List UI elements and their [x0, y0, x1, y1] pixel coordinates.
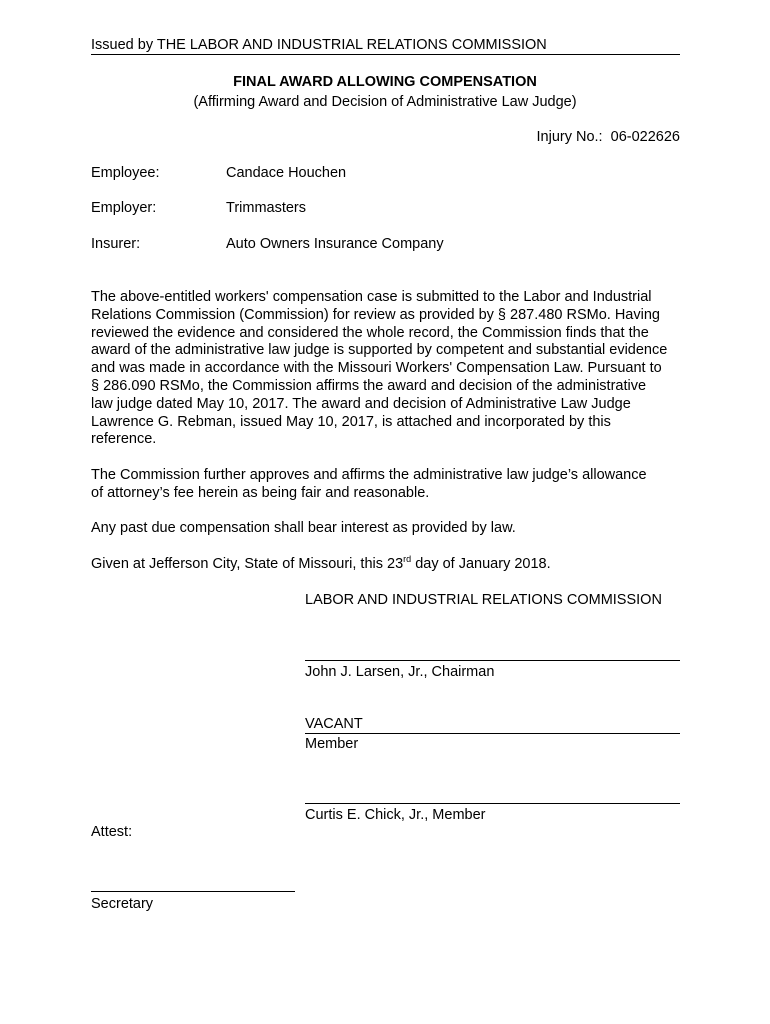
secretary-signature-line: [91, 891, 295, 892]
paragraph-line: law judge dated May 10, 2017. The award and decision of Administrative Law Judge: [91, 395, 631, 412]
employee-name: Candace Houchen: [226, 165, 347, 181]
secretary-label: Secretary: [91, 896, 154, 912]
paragraph-line: award of the administrative law judge is supported by competent and substantial evidence: [91, 342, 668, 359]
vacant-signature-line: [305, 715, 680, 734]
paragraph-line: The above-entitled workers' compensation case is submitted to the Labor and Industrial: [91, 289, 652, 305]
employer-name: Trimmasters: [226, 200, 307, 216]
paragraph-line: Relations Commission (Commission) for review as provided by § 287.480 RSMo. Having: [91, 306, 660, 323]
chairman-signature-line: [305, 660, 680, 661]
given-suffix: day of January 2018.: [411, 556, 551, 572]
given-prefix: Given at Jefferson City, State of Missouri, this 23: [91, 556, 404, 572]
injury-number: [537, 128, 681, 146]
paragraph-line: of attorney’s fee herein as being fair and reasonable.: [91, 484, 430, 501]
body-paragraph-1: [91, 289, 703, 449]
member-signature-line: [305, 803, 680, 804]
given-ordinal: rd: [403, 554, 412, 565]
employee-label: Employee:: [91, 165, 160, 181]
commission-signature-heading: LABOR AND INDUSTRIAL RELATIONS COMMISSION: [305, 592, 662, 608]
issued-by-header: Issued by THE LABOR AND INDUSTRIAL RELATIONS COMMISSION: [91, 37, 680, 55]
member-name: Curtis E. Chick, Jr., Member: [305, 807, 486, 823]
paragraph-line: reviewed the evidence and considered the whole record, the Commission finds that the: [91, 324, 649, 341]
paragraph-line: and was made in accordance with the Missouri Workers' Compensation Law. Pursuant to: [91, 360, 662, 377]
insurer-label: Insurer:: [91, 236, 141, 252]
body-paragraph-2: [91, 467, 703, 503]
paragraph-line: The Commission further approves and affirms the administrative law judge’s allowance: [91, 467, 647, 483]
given-date-line: [91, 556, 703, 574]
paragraph-line: reference.: [91, 431, 157, 448]
body-paragraph-3: Any past due compensation shall bear interest as provided by law.: [91, 520, 516, 536]
document-title: FINAL AWARD ALLOWING COMPENSATION: [233, 74, 537, 90]
injury-label: Injury No.:: [536, 129, 603, 145]
member-label: Member: [305, 736, 359, 752]
insurer-name: Auto Owners Insurance Company: [226, 236, 444, 252]
attest-label: Attest:: [91, 824, 133, 840]
vacant-label: VACANT: [305, 716, 363, 732]
injury-value: 06-022626: [610, 129, 680, 145]
document-subtitle: (Affirming Award and Decision of Administrative Law Judge): [193, 94, 577, 110]
chairman-name: John J. Larsen, Jr., Chairman: [305, 664, 495, 680]
paragraph-line: Lawrence G. Rebman, issued May 10, 2017, is attached and incorporated by this: [91, 413, 611, 430]
employer-label: Employer:: [91, 200, 157, 216]
paragraph-line: § 286.090 RSMo, the Commission affirms the award and decision of the administrative: [91, 377, 647, 394]
